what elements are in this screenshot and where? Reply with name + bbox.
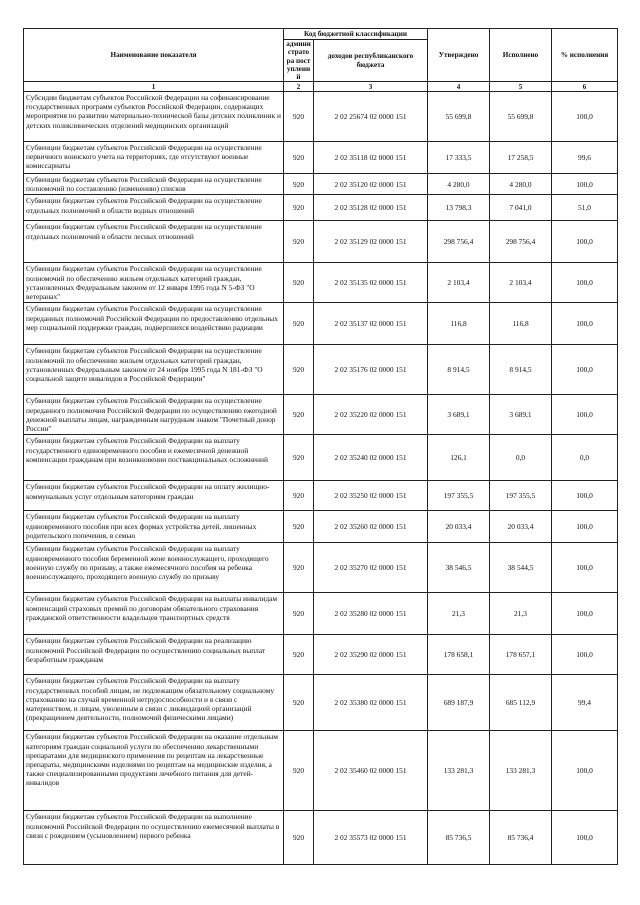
row-executed: 197 355,5 — [490, 481, 552, 511]
row-income-code: 2 02 35220 02 0000 151 — [314, 395, 428, 435]
row-approved: 197 355,5 — [428, 481, 490, 511]
row-name: Субвенции бюджетам субъектов Российской Федерации на осуществление первичного воинского учета на территориях, где отсутствуют военные комиссариаты — [24, 142, 284, 174]
header-executed: Исполнено — [490, 29, 552, 82]
row-name: Субвенции бюджетам субъектов Российской Федерации на осуществление переданного полномочия Российской Федерации по осуществлению ежегодной денежной выплаты лицам, награжденным нагрудным знаком "Почетный донор России" — [24, 395, 284, 435]
row-name: Субвенции бюджетам субъектов Российской Федерации на выплаты инвалидам компенсаций страховых премий по договорам обязательного страхования гражданской ответственности владельцев транспортных средств — [24, 593, 284, 635]
row-executed: 685 112,9 — [490, 675, 552, 731]
row-approved: 133 281,3 — [428, 731, 490, 811]
table-row — [24, 635, 618, 675]
row-income-code: 2 02 35290 02 0000 151 — [314, 635, 428, 675]
table-row — [24, 543, 618, 593]
row-income-code: 2 02 35135 02 0000 151 — [314, 263, 428, 303]
row-admin-code: 920 — [284, 811, 314, 865]
row-name: Субвенции бюджетам субъектов Российской Федерации на осуществление переданных полномочий Российской Федерации по предоставлению отдельных мер социальной поддержки граждан, подвергшихся воздействию радиации — [24, 303, 284, 345]
row-executed: 2 103,4 — [490, 263, 552, 303]
table-body — [24, 92, 618, 865]
row-admin-code: 920 — [284, 142, 314, 174]
row-admin-code: 920 — [284, 221, 314, 263]
row-name: Субвенции бюджетам субъектов Российской Федерации на оплату жилищно-коммунальных услуг отдельным категориям граждан — [24, 481, 284, 511]
row-income-code: 2 02 25674 02 0000 151 — [314, 92, 428, 142]
row-approved: 21,3 — [428, 593, 490, 635]
row-executed: 8 914,5 — [490, 345, 552, 395]
column-number: 5 — [490, 82, 552, 92]
row-percent: 100,0 — [552, 511, 618, 543]
column-number: 4 — [428, 82, 490, 92]
row-percent: 100,0 — [552, 593, 618, 635]
column-number: 3 — [314, 82, 428, 92]
row-executed: 85 736,4 — [490, 811, 552, 865]
row-percent: 99,4 — [552, 675, 618, 731]
column-number: 1 — [24, 82, 284, 92]
row-executed: 7 041,0 — [490, 195, 552, 221]
table-header — [24, 29, 618, 92]
row-percent: 100,0 — [552, 174, 618, 195]
row-approved: 4 280,0 — [428, 174, 490, 195]
row-approved: 38 546,5 — [428, 543, 490, 593]
row-percent: 100,0 — [552, 543, 618, 593]
column-numbers-row — [24, 82, 618, 92]
row-admin-code: 920 — [284, 303, 314, 345]
row-executed: 133 281,3 — [490, 731, 552, 811]
header-approved: Утверждено — [428, 29, 490, 82]
row-admin-code: 920 — [284, 481, 314, 511]
row-approved: 13 798,3 — [428, 195, 490, 221]
row-executed: 4 280,0 — [490, 174, 552, 195]
row-income-code: 2 02 35120 02 0000 151 — [314, 174, 428, 195]
row-admin-code: 920 — [284, 174, 314, 195]
row-admin-code: 920 — [284, 635, 314, 675]
row-approved: 85 736,5 — [428, 811, 490, 865]
table-row — [24, 731, 618, 811]
table-row — [24, 303, 618, 345]
row-percent: 100,0 — [552, 303, 618, 345]
row-admin-code: 920 — [284, 593, 314, 635]
table-row — [24, 195, 618, 221]
header-code-group: Код бюджетной классификации — [284, 29, 428, 40]
row-approved: 3 689,1 — [428, 395, 490, 435]
row-executed: 116,8 — [490, 303, 552, 345]
row-name: Субвенции бюджетам субъектов Российской Федерации на выполнение полномочий Российской Федерации по осуществлению ежемесячной выплаты в связи с рождением (усыновлением) первого ребенка — [24, 811, 284, 865]
table-row — [24, 593, 618, 635]
row-name: Субвенции бюджетам субъектов Российской Федерации на осуществление отдельных полномочий в области водных отношений — [24, 195, 284, 221]
row-approved: 126,1 — [428, 435, 490, 481]
row-name: Субвенции бюджетам субъектов Российской Федерации на осуществление полномочий по обеспечению жильем отдельных категорий граждан, установленных Федеральным законом от 12 января 1995 года N 5-ФЗ "О ветеранах" — [24, 263, 284, 303]
row-admin-code: 920 — [284, 731, 314, 811]
budget-table — [23, 28, 618, 865]
row-admin-code: 920 — [284, 395, 314, 435]
row-executed: 17 258,5 — [490, 142, 552, 174]
row-percent: 0,0 — [552, 435, 618, 481]
row-percent: 100,0 — [552, 221, 618, 263]
row-admin-code: 920 — [284, 511, 314, 543]
column-number: 6 — [552, 82, 618, 92]
row-income-code: 2 02 35260 02 0000 151 — [314, 511, 428, 543]
row-executed: 0,0 — [490, 435, 552, 481]
header-admin: администратора поступлений — [284, 40, 314, 82]
row-income-code: 2 02 35118 02 0000 151 — [314, 142, 428, 174]
row-income-code: 2 02 35573 02 0000 151 — [314, 811, 428, 865]
row-percent: 100,0 — [552, 635, 618, 675]
row-income-code: 2 02 35176 02 0000 151 — [314, 345, 428, 395]
row-percent: 51,0 — [552, 195, 618, 221]
table-row — [24, 511, 618, 543]
row-name: Субвенции бюджетам субъектов Российской Федерации на выплату государственных пособий лицам, не подлежащим обязательному социальному страхованию на случай временной нетрудоспособности и в связи с материнством, и лицам, уволенным в связи с ликвидацией организаций (прекращением деятельности, полномочий физическими лицами) — [24, 675, 284, 731]
table-row — [24, 395, 618, 435]
row-name: Субвенции бюджетам субъектов Российской Федерации на выплату единовременного пособия беременной жене военнослужащего, проходящего военную службу по призыву, а также ежемесячного пособия на ребенка военнослужащего, проходящего военную службу по призыву — [24, 543, 284, 593]
row-executed: 55 699,8 — [490, 92, 552, 142]
row-name: Субвенции бюджетам субъектов Российской Федерации на выплату государственного единовременного пособия и ежемесячной денежной компенсации гражданам при возникновении поствакцинальных осложнений — [24, 435, 284, 481]
table-row — [24, 174, 618, 195]
table-row — [24, 811, 618, 865]
row-executed: 21,3 — [490, 593, 552, 635]
row-percent: 100,0 — [552, 731, 618, 811]
row-percent: 100,0 — [552, 92, 618, 142]
row-income-code: 2 02 35137 02 0000 151 — [314, 303, 428, 345]
row-executed: 38 544,5 — [490, 543, 552, 593]
row-income-code: 2 02 35460 02 0000 151 — [314, 731, 428, 811]
row-executed: 298 756,4 — [490, 221, 552, 263]
row-percent: 99,6 — [552, 142, 618, 174]
table-row — [24, 675, 618, 731]
table-row — [24, 92, 618, 142]
row-name: Субвенции бюджетам субъектов Российской Федерации на оказание отдельным категориям граждан социальной услуги по обеспечению лекарственными препаратами для медицинского применения по рецептам на лекарственные препараты, медицинскими изделиями по рецептам на медицинские изделия, а также специализированными продуктами лечебного питания для детей-инвалидов — [24, 731, 284, 811]
row-name: Субвенции бюджетам субъектов Российской Федерации на выплату единовременного пособия при всех формах устройства детей, лишенных родительского попечения, в семью — [24, 511, 284, 543]
row-income-code: 2 02 35129 02 0000 151 — [314, 221, 428, 263]
table-row — [24, 221, 618, 263]
row-name: Субсидии бюджетам субъектов Российской Федерации на софинансирование государственных программ субъектов Российской Федерации, содержащих мероприятия по развитию материально-технической базы детских поликлиник и детских поликлинических отделений медицинских организаций — [24, 92, 284, 142]
row-admin-code: 920 — [284, 543, 314, 593]
row-percent: 100,0 — [552, 263, 618, 303]
row-approved: 17 333,5 — [428, 142, 490, 174]
row-income-code: 2 02 35128 02 0000 151 — [314, 195, 428, 221]
table-row — [24, 481, 618, 511]
row-executed: 3 689,1 — [490, 395, 552, 435]
row-admin-code: 920 — [284, 92, 314, 142]
row-income-code: 2 02 35380 02 0000 151 — [314, 675, 428, 731]
row-admin-code: 920 — [284, 345, 314, 395]
row-name: Субвенции бюджетам субъектов Российской Федерации на реализацию полномочий Российской Федерации по осуществлению социальных выплат безработным гражданам — [24, 635, 284, 675]
row-income-code: 2 02 35280 02 0000 151 — [314, 593, 428, 635]
row-approved: 298 756,4 — [428, 221, 490, 263]
table-row — [24, 435, 618, 481]
row-income-code: 2 02 35240 02 0000 151 — [314, 435, 428, 481]
header-income: доходов республиканского бюджета — [314, 40, 428, 82]
header-percent: % исполнения — [552, 29, 618, 82]
table-row — [24, 263, 618, 303]
row-name: Субвенции бюджетам субъектов Российской Федерации на осуществление полномочий по обеспечению жильем отдельных категорий граждан, установленных Федеральным законом от 24 ноября 1995 года N 181-ФЗ "О социальной защите инвалидов в Российской Федерации" — [24, 345, 284, 395]
row-approved: 116,8 — [428, 303, 490, 345]
row-approved: 55 699,8 — [428, 92, 490, 142]
row-name: Субвенции бюджетам субъектов Российской Федерации на осуществление полномочий по составлению (изменению) списков — [24, 174, 284, 195]
row-admin-code: 920 — [284, 675, 314, 731]
row-income-code: 2 02 35270 02 0000 151 — [314, 543, 428, 593]
header-name: Наименование показателя — [24, 29, 284, 82]
column-number: 2 — [284, 82, 314, 92]
row-approved: 689 187,9 — [428, 675, 490, 731]
row-approved: 2 103,4 — [428, 263, 490, 303]
row-income-code: 2 02 35250 02 0000 151 — [314, 481, 428, 511]
row-executed: 178 657,1 — [490, 635, 552, 675]
row-approved: 8 914,5 — [428, 345, 490, 395]
row-percent: 100,0 — [552, 481, 618, 511]
table-row — [24, 345, 618, 395]
row-executed: 20 033,4 — [490, 511, 552, 543]
row-admin-code: 920 — [284, 263, 314, 303]
row-approved: 20 033,4 — [428, 511, 490, 543]
row-admin-code: 920 — [284, 435, 314, 481]
table-row — [24, 142, 618, 174]
row-percent: 100,0 — [552, 345, 618, 395]
row-admin-code: 920 — [284, 195, 314, 221]
row-approved: 178 658,1 — [428, 635, 490, 675]
row-percent: 100,0 — [552, 395, 618, 435]
row-name: Субвенции бюджетам субъектов Российской Федерации на осуществление отдельных полномочий в области лесных отношений — [24, 221, 284, 263]
row-percent: 100,0 — [552, 811, 618, 865]
